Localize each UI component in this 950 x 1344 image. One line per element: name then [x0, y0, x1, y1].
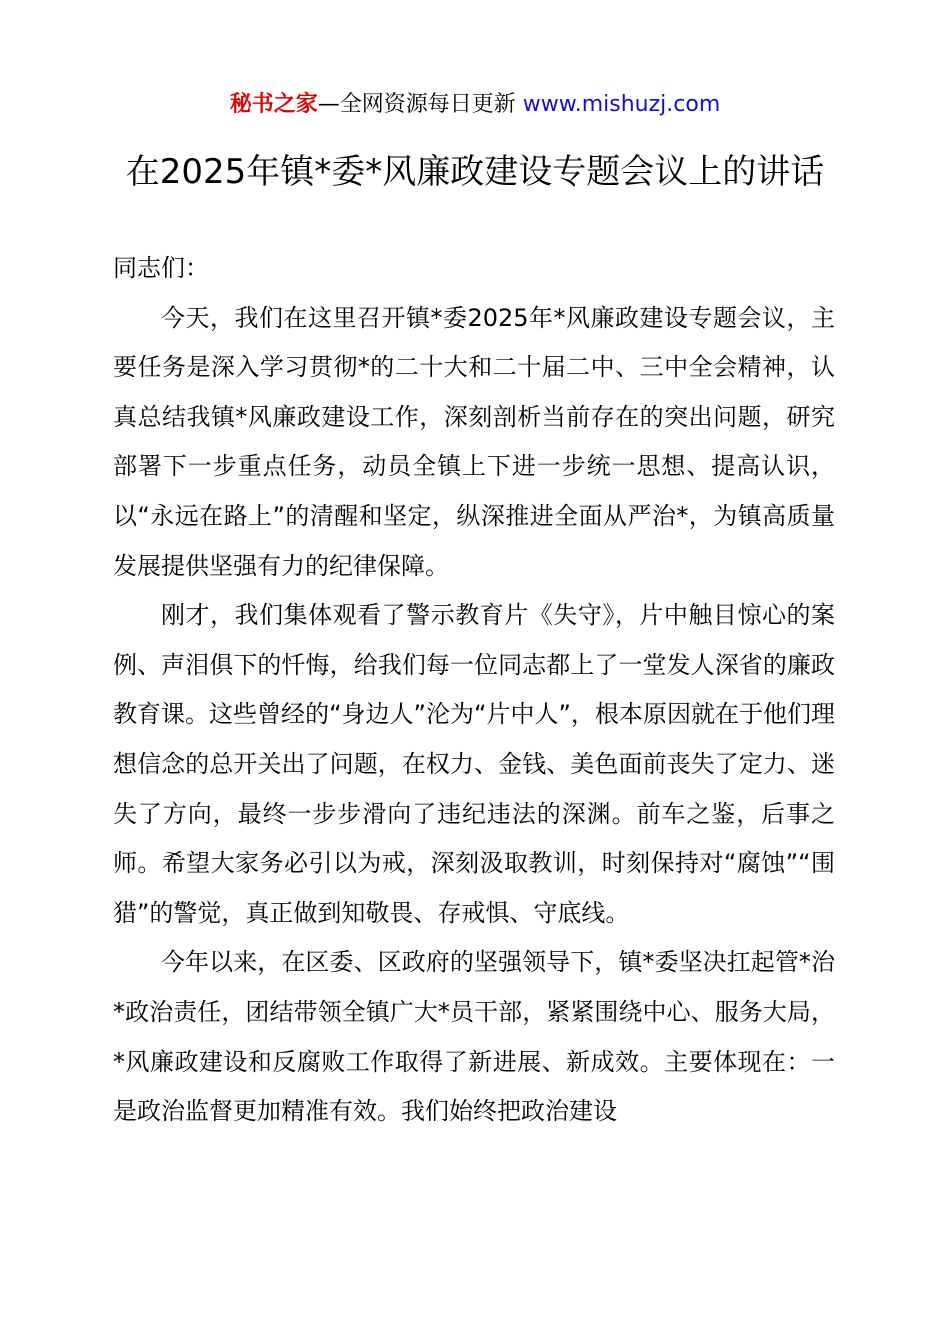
- header-tagline: —全网资源每日更新: [317, 92, 516, 117]
- site-url-link[interactable]: www.mishuzj.com: [522, 92, 721, 117]
- paragraph-1: 今天，我们在这里召开镇*委2025年*风廉政建设专题会议，主要任务是深入学习贯彻*的二十大和二十届二中、三中全会精神，认真总结我镇*风廉政建设工作，深刻剖析当前存在的突出问题，研究部署下一步重点任务，动员全镇上下进一步统一思想、提高认识，以“永远在路上”的清醒和坚定，纵深推进全面从严治*，为镇高质量发展提供坚强有力的纪律保障。: [113, 303, 835, 580]
- paragraph-3: 今年以来，在区委、区政府的坚强领导下，镇*委坚决扛起管*治*政治责任，团结带领全镇广大*员干部，紧紧围绕中心、服务大局，*风廉政建设和反腐败工作取得了新进展、新成效。主要体现在：一是政治监督更加精准有效。我们始终把政治建设: [113, 948, 835, 1126]
- document-body: [113, 244, 835, 1137]
- brand-name: 秘书之家: [229, 92, 318, 117]
- paragraph-2: 刚才，我们集体观看了警示教育片《失守》，片中触目惊心的案例、声泪俱下的忏悔，给我们每一位同志都上了一堂发人深省的廉政教育课。这些曾经的“身边人”沦为“片中人”，根本原因就在于他们理想信念的总开关出了问题，在权力、金钱、美色面前丧失了定力、迷失了方向，最终一步步滑向了违纪违法的深渊。前车之鉴，后事之师。希望大家务必引以为戒，深刻汲取教训，时刻保持对“腐蚀”“围猎”的警觉，真正做到知敬畏、存戒惧、守底线。: [113, 601, 835, 927]
- salutation: 同志们：: [113, 254, 209, 282]
- site-header: [0, 88, 950, 122]
- document-title: 在2025年镇*委*风廉政建设专题会议上的讲话: [125, 152, 825, 192]
